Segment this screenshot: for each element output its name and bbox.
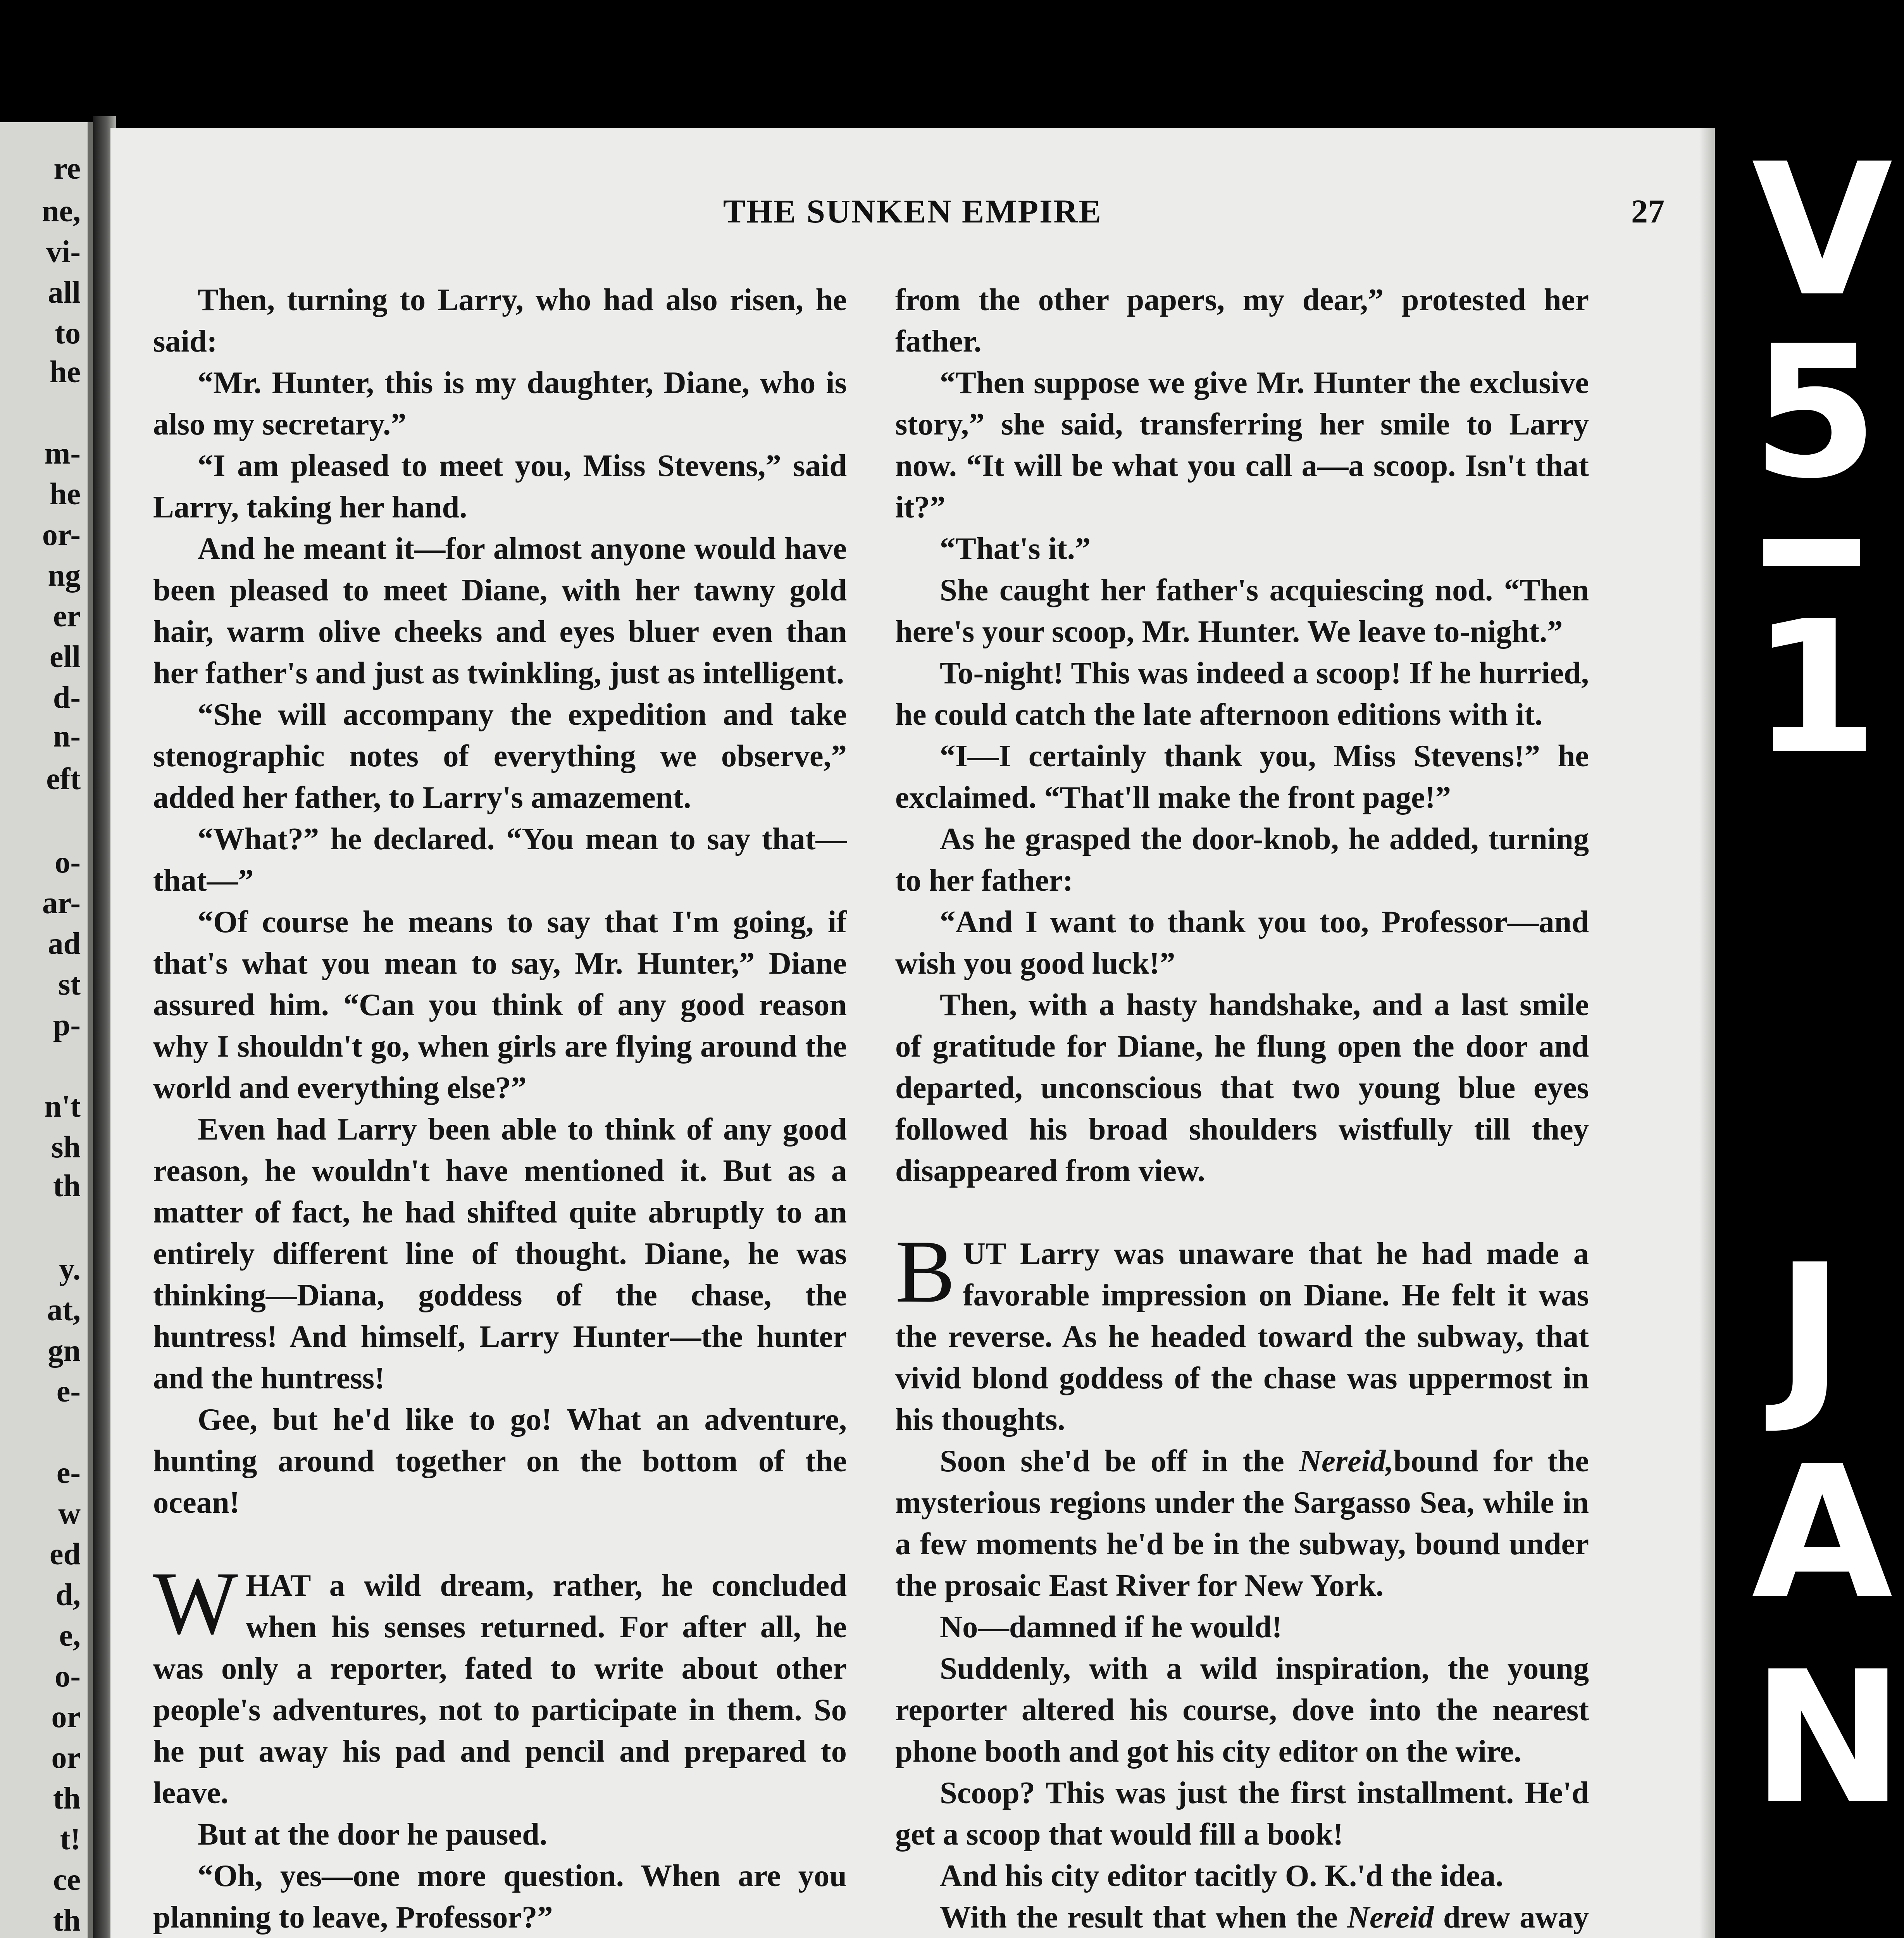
text-run: drew away xyxy=(1443,1900,1589,1935)
ship-name: Nereid, xyxy=(1299,1444,1394,1478)
previous-page-line-fragment: st xyxy=(58,967,81,1002)
previous-page-line-fragment: he xyxy=(50,477,81,511)
previous-page-line-fragment: or xyxy=(51,1741,81,1775)
drop-cap: W xyxy=(153,1554,238,1653)
text-run: With the result that when the xyxy=(940,1900,1347,1935)
section-opening-text: HAT a wild dream, rather, he concluded when his senses returned. For after all, he was only a reporter, fated to write about other people's adventures, not to participate in them. So he put away his pad and pencil and prepared to leave. xyxy=(153,1568,847,1810)
volume-label-char: V xyxy=(1752,124,1893,336)
paragraph xyxy=(895,1897,1589,1938)
paragraph: But at the door he paused. xyxy=(198,1817,548,1852)
previous-page-line-fragment: ar- xyxy=(42,886,81,920)
paragraph: Then, turning to Larry, who had also risen, he said: xyxy=(153,283,847,359)
paragraph: Scoop? This was just the first installment. He'd get a scoop that would fill a book! xyxy=(895,1776,1589,1852)
previous-page-line-fragment: e, xyxy=(59,1619,81,1653)
previous-page-line-fragment: d- xyxy=(53,681,81,715)
volume-label-dash xyxy=(1763,539,1860,566)
text-run: Soon she'd be off in the xyxy=(940,1444,1299,1478)
paragraph: “She will accompany the expedition and take stenographic notes of everything we observe,” added her father, to Larry's amazement. xyxy=(153,697,847,815)
previous-page-line-fragment: or xyxy=(51,1700,81,1734)
paragraph: No—damned if he would! xyxy=(940,1610,1282,1644)
previous-page-line-fragment: ne, xyxy=(42,194,81,228)
magazine-page xyxy=(110,128,1715,1938)
paragraph: And his city editor tacitly O. K.'d the idea. xyxy=(940,1859,1504,1893)
previous-page-line-fragment: e- xyxy=(56,1456,81,1490)
previous-page-line-fragment: ce xyxy=(53,1863,81,1897)
previous-page-line-fragment: m- xyxy=(44,436,81,471)
previous-page-line-fragment: ed xyxy=(50,1537,81,1571)
paragraph: “Then suppose we give Mr. Hunter the exclusive story,” she said, transferring her smile to Larry now. “It will be what you call a—a scoop. Isn't that it?” xyxy=(895,366,1589,524)
paragraph: She caught her father's acquiescing nod. “Then here's your scoop, Mr. Hunter. We leave to-night.” xyxy=(895,573,1589,649)
paragraph: “Mr. Hunter, this is my daughter, Diane, who is also my secretary.” xyxy=(153,366,847,441)
paragraph: Even had Larry been able to think of any good reason, he wouldn't have mentioned it. But as a matter of fact, he had shifted quite abruptly to an entirely different line of thought. Diane, he was thinking—Diana, goddess of the chase, the huntress! And himself, Larry Hunter—the hunter and the huntress! xyxy=(153,1112,847,1395)
previous-page-line-fragment: eft xyxy=(46,762,81,796)
previous-page-line-fragment: th xyxy=(53,1169,81,1203)
volume-label-char: 1 xyxy=(1752,582,1879,794)
paragraph: To-night! This was indeed a scoop! If he hurried, he could catch the late afternoon editions with it. xyxy=(895,656,1589,732)
previous-page-line-fragment: he xyxy=(50,355,81,389)
right-column xyxy=(895,279,1589,1938)
previous-page-line-fragment: to xyxy=(55,316,81,350)
drop-cap: B xyxy=(895,1222,955,1321)
paragraph: “And I want to thank you too, Professor—and wish you good luck!” xyxy=(895,905,1589,981)
left-column xyxy=(153,279,847,1938)
previous-page-line-fragment: or- xyxy=(42,518,81,552)
previous-page-line-fragment: e- xyxy=(56,1374,81,1409)
previous-page-line-fragment: ad xyxy=(48,927,81,961)
paragraph xyxy=(895,1440,1589,1606)
previous-page-line-fragment: er xyxy=(53,599,81,633)
previous-page-edge xyxy=(0,122,93,1938)
previous-page-line-fragment: ng xyxy=(48,559,81,593)
previous-page-line-fragment: sh xyxy=(51,1130,81,1164)
previous-page-line-fragment: th xyxy=(53,1904,81,1938)
volume-label-char: A xyxy=(1752,1427,1893,1639)
paragraph: Suddenly, with a wild inspiration, the young reporter altered his course, dove into the nearest phone booth and got his city editor on the wire. xyxy=(895,1651,1589,1769)
volume-label-char: N xyxy=(1752,1632,1904,1844)
previous-page-line-fragment: vi- xyxy=(46,235,81,269)
section-opening-text: UT Larry was unaware that he had made a favorable impression on Diane. He felt it was the reverse. As he headed toward the subway, that vivid blond goddess of the chase was uppermost in his thoughts. xyxy=(895,1236,1589,1437)
paragraph: “That's it.” xyxy=(940,531,1091,566)
previous-page-line-fragment: o- xyxy=(55,1659,81,1693)
volume-label-char: 5 xyxy=(1752,307,1879,519)
previous-page-line-fragment: gn xyxy=(48,1334,81,1368)
paragraph: Then, with a hasty handshake, and a last smile of gratitude for Diane, he flung open the door and departed, unconscious that two young blue eyes followed his broad shoulders wistfully till they disappeared from view. xyxy=(895,988,1589,1188)
text-run: bound for the mysterious regions under the Sargasso Sea, while in a few moments he'd be in the subway, bound under the prosaic East River for New York. xyxy=(895,1444,1589,1603)
previous-page-line-fragment: p- xyxy=(53,1008,81,1042)
previous-page-line-fragment: o- xyxy=(55,845,81,879)
paragraph: “What?” he declared. “You mean to say that—that—” xyxy=(153,822,847,898)
previous-page-line-fragment: t! xyxy=(60,1822,81,1856)
previous-page-line-fragment: w xyxy=(58,1497,81,1531)
previous-page-line-fragment: all xyxy=(48,276,81,310)
previous-page-line-fragment: y. xyxy=(59,1252,81,1286)
paragraph: “I—I certainly thank you, Miss Stevens!” he exclaimed. “That'll make the front page!” xyxy=(895,739,1589,815)
previous-page-line-fragment: th xyxy=(53,1781,81,1816)
previous-page-line-fragment: ell xyxy=(50,640,81,674)
paragraph-continued: from the other papers, my dear,” protested her father. xyxy=(895,283,1589,359)
paragraph: “I am pleased to meet you, Miss Stevens,” said Larry, taking her hand. xyxy=(153,448,847,524)
paragraph: As he grasped the door-knob, he added, turning to her father: xyxy=(895,822,1589,898)
paragraph: “Oh, yes—one more question. When are you planning to leave, Professor?” xyxy=(153,1859,847,1935)
paragraph: Gee, but he'd like to go! What an adventure, hunting around together on the bottom of the ocean! xyxy=(153,1402,847,1520)
ship-name: Nereid xyxy=(1347,1900,1434,1935)
previous-page-line-fragment: d, xyxy=(55,1578,81,1612)
paragraph: And he meant it—for almost anyone would have been pleased to meet Diane, with her tawny gold hair, warm olive cheeks and eyes bluer even than her father's and just as twinkling, just as intelligent. xyxy=(153,531,847,690)
section-opening xyxy=(895,1222,1589,1440)
previous-page-line-fragment: n't xyxy=(44,1090,81,1124)
previous-page-line-fragment: n- xyxy=(53,719,81,753)
previous-page-line-fragment: re xyxy=(53,152,81,186)
section-opening xyxy=(153,1554,847,1814)
previous-page-line-fragment: at, xyxy=(47,1293,81,1327)
volume-label-char: J xyxy=(1776,1225,1844,1437)
paragraph: “Of course he means to say that I'm going, if that's what you mean to say, Mr. Hunter,” Diane assured him. “Can you think of any good reason why I shouldn't go, when girls are flying around the world and everything else?” xyxy=(153,905,847,1105)
running-head: THE SUNKEN EMPIRE xyxy=(723,193,1103,230)
page-number: 27 xyxy=(1631,193,1664,230)
